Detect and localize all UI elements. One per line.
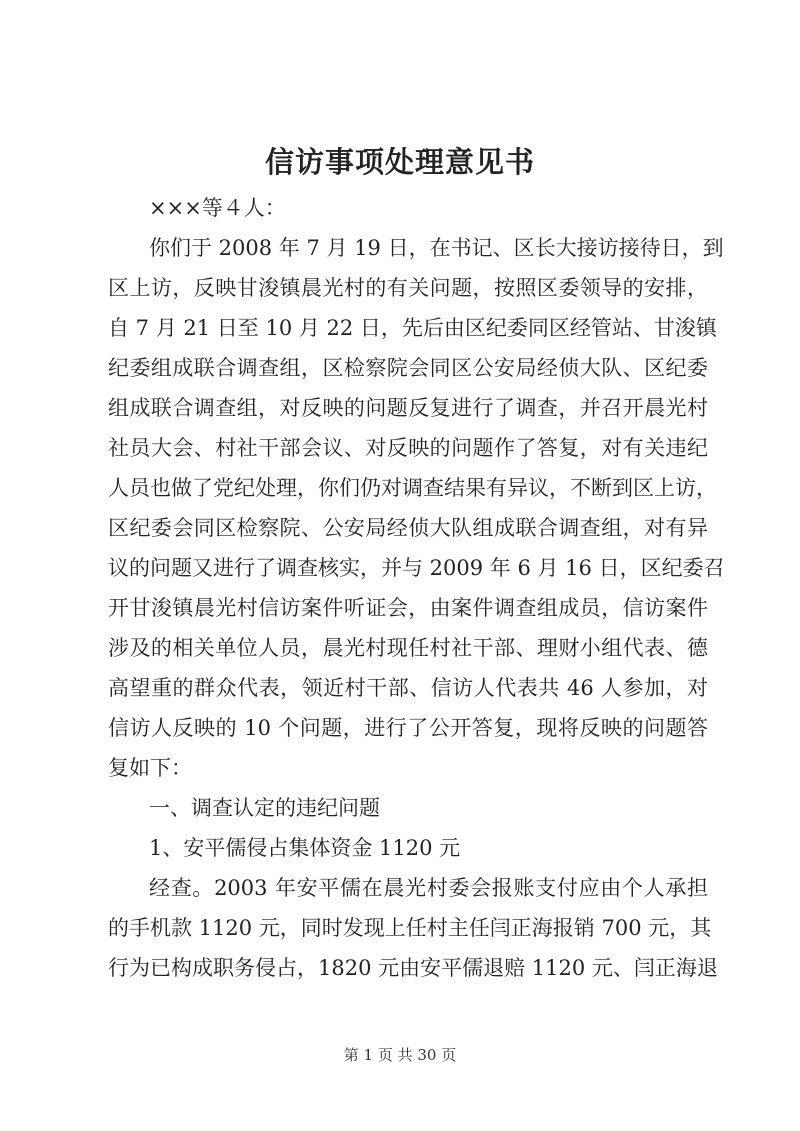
body-line: 涉及的相关单位人员，晨光村现任村社干部、理财小组代表、德 (108, 636, 708, 660)
body-line: 的手机款 1120 元，同时发现上任村主任闫正海报销 700 元，其 (108, 916, 712, 940)
salutation: ×××等４人： (149, 196, 286, 220)
body-line: 经查。2003 年安平儒在晨光村委会报账支付应由个人承担 (149, 876, 708, 900)
body-line: 自 7 月 21 日至 10 月 22 日，先后由区纪委同区经管站、甘浚镇 (108, 316, 717, 340)
body-line: 信访人反映的 10 个问题，进行了公开答复，现将反映的问题答 (108, 716, 708, 740)
body-line: 组成联合调查组，对反映的问题反复进行了调查，并召开晨光村 (108, 396, 708, 420)
body-line: 开甘浚镇晨光村信访案件听证会，由案件调查组成员，信访案件 (108, 596, 708, 620)
body-line: 复如下： (108, 756, 192, 780)
body-line: 高望重的群众代表，领近村干部、信访人代表共 46 人参加，对 (108, 676, 708, 700)
subsection-heading: 1、安平儒侵占集体资金 1120 元 (149, 836, 461, 860)
document-title: 信访事项处理意见书 (264, 145, 535, 179)
section-heading: 一、调查认定的违纪问题 (149, 796, 380, 820)
body-line: 人员也做了党纪处理，你们仍对调查结果有异议，不断到区上访， (108, 476, 717, 500)
body-line: 纪委组成联合调查组，区检察院会同区公安局经侦大队、区纪委 (108, 356, 708, 380)
body-line: 你们于 2008 年 7 月 19 日，在书记、区长大接访接待日，到 (149, 236, 724, 260)
page-number-footer: 第 1 页 共 30 页 (343, 1046, 457, 1064)
body-line: 行为已构成职务侵占，1820 元由安平儒退赔 1120 元、闫正海退 (108, 956, 718, 980)
body-line: 区纪委会同区检察院、公安局经侦大队组成联合调查组，对有异 (108, 516, 708, 540)
body-line: 议的问题又进行了调查核实，并与 2009 年 6 月 16 日，区纪委召 (108, 556, 725, 580)
body-line: 区上访，反映甘浚镇晨光村的有关问题，按照区委领导的安排， (108, 276, 708, 300)
body-line: 社员大会、村社干部会议、对反映的问题作了答复，对有关违纪 (108, 436, 708, 460)
